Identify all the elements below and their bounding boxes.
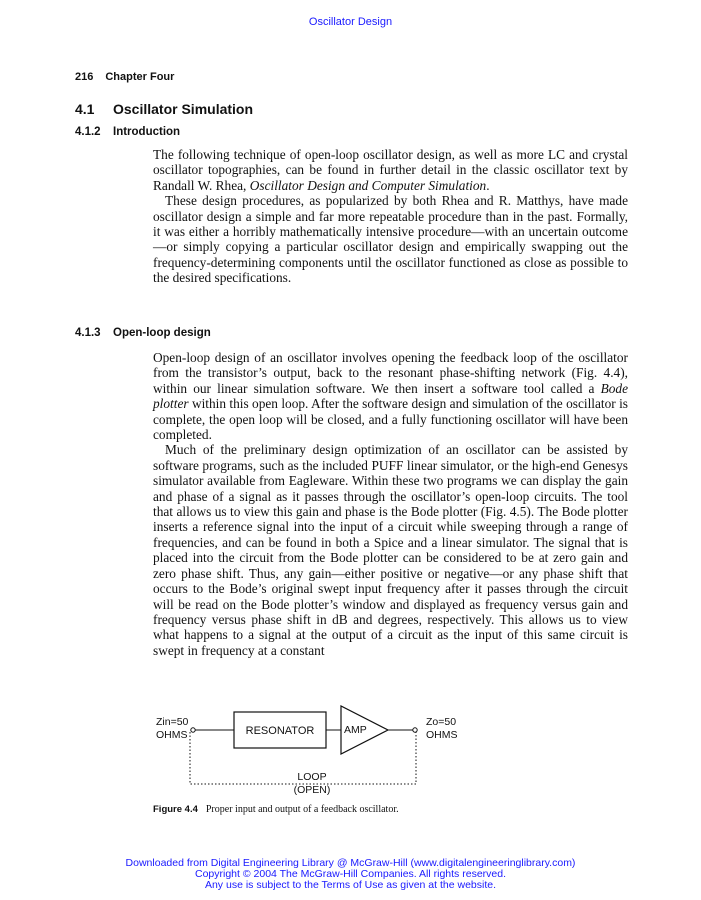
running-head — [75, 71, 174, 83]
zo-label-line1: Zo=50 — [426, 716, 457, 728]
subsection-number: 4.1.3 — [75, 327, 101, 339]
chapter-title: Chapter Four — [105, 71, 175, 83]
subsection-number: 4.1.2 — [75, 126, 101, 138]
footer — [0, 858, 701, 892]
paragraph — [153, 147, 628, 193]
book-title: Oscillator Design and Computer Simulation — [249, 177, 487, 193]
paragraph: These design procedures, as popularized by both Rhea and R. Matthys, have made oscillator design a simple and far more repeatable procedure than in the past. Formally, it was either a horribly mathematically intensive procedure—with an uncertain outcome—or simply copying a particular oscillator design and empirically swapping out the frequency-determining components until the oscillator functioned as close as possible to the desired specifications. — [153, 193, 628, 286]
italic-term: Bode plotter — [153, 380, 628, 412]
zo-label-line2: OHMS — [426, 729, 458, 741]
footer-copyright: Copyright © 2004 The McGraw-Hill Companies. All rights reserved. — [195, 868, 506, 881]
loop-label-line1: LOOP — [297, 771, 327, 783]
page-number: 216 — [75, 71, 94, 83]
footer-terms-link[interactable]: Any use is subject to the Terms of Use as given at the website. — [204, 879, 497, 892]
subsection-heading-open-loop — [75, 327, 211, 339]
output-port — [413, 728, 417, 732]
header-title-link[interactable]: Oscillator Design — [308, 16, 393, 28]
section-title: Oscillator Simulation — [113, 101, 254, 117]
figure-caption — [153, 804, 399, 815]
zin-label-line2: OHMS — [156, 729, 188, 741]
resonator-label: RESONATOR — [245, 725, 315, 737]
section-number: 4.1 — [75, 101, 95, 117]
subsection-title: Introduction — [113, 126, 181, 138]
open-loop-body — [153, 350, 628, 658]
figure-caption-text: Proper input and output of a feedback oscillator. — [205, 804, 399, 815]
paragraph: Much of the preliminary design optimization of an oscillator can be assisted by software programs, such as the included PUFF linear simulator, or the high-end Genesys simulator available from Eagleware. Within these two programs we can display the gain and phase of a signal as it passes through the oscillator’s open-loop circuits. The tool that allows us to view this gain and phase is the Bode plotter (Fig. 4.5). The Bode plotter inserts a reference signal into the input of a circuit while sweeping through a range of frequencies, and can be found in both a Spice and a linear simulator. The signal that is placed into the circuit from the Bode plotter can be considered to be at zero gain and zero phase shift. Thus, any gain—either positive or negative—or any phase shift that occurs to the Bode’s original swept input frequency after it passes through the circuit will be read on the Bode plotter’s window and displayed as frequency versus gain and frequency versus phase shift in dB and degrees, respectively. This allows us to view what happens to a signal at the output of a circuit as the input of this same circuit is swept in frequency at a constant — [153, 442, 628, 658]
footer-download-link[interactable]: Downloaded from Digital Engineering Library @ McGraw-Hill (www.digitalengineeringlibrary.com) — [125, 857, 576, 869]
text-run: within this open loop. After the software design and simulation of the oscillator is complete, the open loop will be closed, and a fully functioning oscillator will have been completed. — [153, 396, 628, 443]
loop-label-line2: (OPEN) — [293, 784, 331, 796]
subsection-title: Open-loop design — [113, 327, 211, 339]
section-heading — [75, 101, 253, 117]
introduction-body — [153, 147, 628, 286]
zin-label-line1: Zin=50 — [156, 716, 189, 728]
subsection-heading-introduction — [75, 126, 180, 138]
input-port — [191, 728, 195, 732]
feedback-oscillator-diagram — [150, 700, 470, 800]
figure-label: Figure 4.4 — [153, 804, 198, 815]
text-run: . — [486, 177, 490, 193]
text-run: The following technique of open-loop oscillator design, as well as more LC and crystal oscillator topographies, can be found in further detail in the classic oscillator text by Randall W. Rhea, — [153, 147, 628, 193]
text-run: Open-loop design of an oscillator involves opening the feedback loop of the oscillator from the transistor’s output, back to the resonant phase-shifting network (Fig. 4.4), within our linear simulation software. We then insert a software tool called a — [153, 350, 628, 396]
paragraph — [153, 350, 628, 442]
amp-label: AMP — [344, 724, 367, 736]
